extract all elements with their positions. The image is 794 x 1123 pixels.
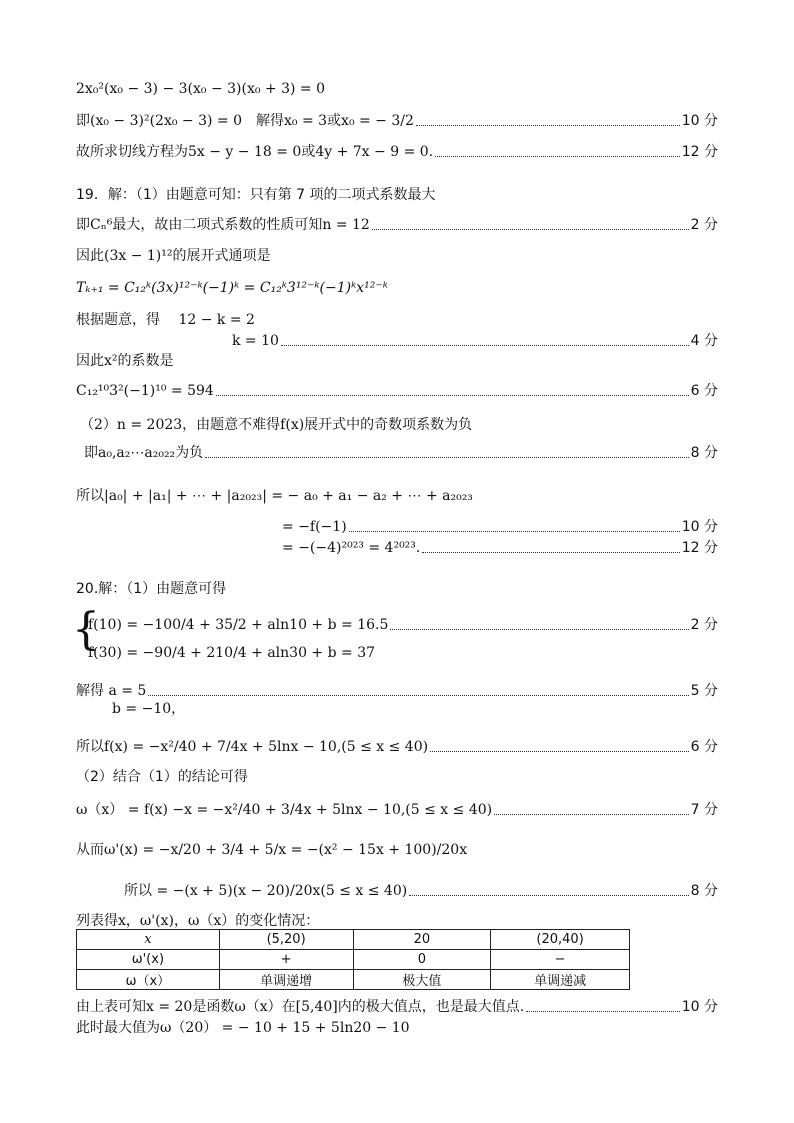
solution-line-7 bbox=[76, 273, 718, 297]
line-text: 所以 = −(x + 5)(x − 20)/20x(5 ≤ x ≤ 40) bbox=[124, 883, 408, 899]
score-label: 8 分 bbox=[690, 883, 718, 899]
solution-line-1 bbox=[76, 74, 718, 98]
line-text: （2）n = 2023，由题意不难得f(x)展开式中的奇数项系数为负 bbox=[80, 417, 473, 433]
score-label: 12 分 bbox=[681, 144, 718, 160]
line-text: C₁₂¹⁰3²(−1)¹⁰ = 594 bbox=[76, 383, 214, 399]
line-text: 列表得x，ω'(x)，ω（x）的变化情况： bbox=[76, 913, 320, 929]
line-text: 从而ω'(x) = −x/20 + 3/4 + 5/x = −(x² − 15x + 100)/20x bbox=[76, 842, 468, 858]
score-label: 2 分 bbox=[690, 217, 718, 233]
line-text: 故所求切线方程为5x − y − 18 = 0或4y + 7x − 9 = 0. bbox=[76, 144, 434, 160]
left-brace: { bbox=[72, 604, 100, 655]
score-label: 12 分 bbox=[681, 540, 718, 556]
dotted-leader bbox=[216, 395, 689, 396]
table-cell: − bbox=[491, 950, 630, 970]
line-text: f(10) = −100/4 + 35/2 + aln10 + b = 16.5 bbox=[88, 617, 389, 633]
line-text: 2x₀²(x₀ − 3) − 3(x₀ − 3)(x₀ + 3) = 0 bbox=[76, 81, 326, 97]
solution-line-25 bbox=[76, 906, 718, 930]
solution-line-11 bbox=[76, 376, 718, 400]
line-text: 所以f(x) = −x²/40 + 7/4x + 5lnx − 10,(5 ≤ x ≤ 40) bbox=[76, 739, 429, 755]
line-text: = −(−4)²⁰²³ = 4²⁰²³. bbox=[282, 540, 421, 556]
line-text: 即Cₙ⁶最大，故由二项式系数的性质可知n = 12 bbox=[76, 217, 370, 233]
score-label: 5 分 bbox=[690, 683, 718, 699]
line-text: 由上表可知x = 20是函数ω（x）在[5,40]内的极大值点，也是最大值点. bbox=[76, 999, 525, 1015]
solution-line-21 bbox=[76, 762, 718, 786]
equation-system-line-1 bbox=[88, 610, 718, 634]
problem-20-heading bbox=[76, 574, 718, 598]
line-text: k = 10 bbox=[232, 333, 279, 349]
dotted-leader bbox=[372, 229, 689, 230]
variation-table bbox=[76, 929, 630, 990]
solution-line-16 bbox=[282, 533, 718, 557]
line-text: b = −10， bbox=[112, 701, 186, 717]
table-cell: 0 bbox=[353, 950, 491, 970]
solution-line-24 bbox=[124, 876, 718, 900]
line-text: = −f(−1) bbox=[282, 519, 347, 535]
score-label: 6 分 bbox=[690, 383, 718, 399]
line-text: 根据题意，得 12 − k = 2 bbox=[76, 312, 255, 328]
score-label: 7 分 bbox=[690, 802, 718, 818]
line-text: 即a₀,a₂⋯a₂₀₂₂为负 bbox=[84, 445, 204, 461]
score-label: 10 分 bbox=[681, 519, 718, 535]
table-cell: ω（x） bbox=[77, 970, 220, 990]
solution-line-13 bbox=[84, 438, 718, 462]
table-cell: + bbox=[219, 950, 353, 970]
line-text: 因此x²的系数是 bbox=[76, 353, 174, 369]
table-cell: 单调递减 bbox=[491, 970, 630, 990]
score-label: 4 分 bbox=[690, 333, 718, 349]
line-text: 即(x₀ − 3)²(2x₀ − 3) = 0 解得x₀ = 3或x₀ = − 3/2 bbox=[76, 113, 414, 129]
dotted-leader bbox=[494, 814, 689, 815]
solution-line-23 bbox=[76, 835, 718, 859]
dotted-leader bbox=[416, 125, 680, 126]
line-text: f(30) = −90/4 + 210/4 + aln30 + b = 37 bbox=[88, 645, 376, 661]
dotted-leader bbox=[422, 552, 679, 553]
line-text: Tₖ₊₁ = C₁₂ᵏ(3x)¹²⁻ᵏ(−1)ᵏ = C₁₂ᵏ3¹²⁻ᵏ(−1)ᵏx¹²⁻ᵏ bbox=[76, 280, 388, 296]
line-text: （2）结合（1）的结论可得 bbox=[76, 769, 248, 785]
dotted-leader bbox=[390, 629, 688, 630]
table-row bbox=[77, 970, 630, 990]
dotted-leader bbox=[526, 1011, 680, 1012]
dotted-leader bbox=[430, 751, 689, 752]
table-row bbox=[77, 930, 630, 950]
table-cell: 20 bbox=[353, 930, 491, 950]
solution-line-2 bbox=[76, 106, 718, 130]
table-cell: (20,40) bbox=[491, 930, 630, 950]
table-cell: 单调递增 bbox=[219, 970, 353, 990]
solution-line-12 bbox=[80, 410, 718, 434]
line-text: 解得 a = 5 bbox=[76, 683, 147, 699]
line-text: 因此(3x − 1)¹²的展开式通项是 bbox=[76, 248, 271, 264]
solution-line-5 bbox=[76, 210, 718, 234]
table-cell: (5,20) bbox=[219, 930, 353, 950]
line-text: ω（x） = f(x) −x = −x²/40 + 3/4x + 5lnx − 10,(5 ≤ x ≤ 40) bbox=[76, 802, 493, 818]
score-label: 10 分 bbox=[681, 113, 718, 129]
equation-system-line-2 bbox=[88, 638, 718, 662]
line-text: 所以|a₀| + |a₁| + ⋯ + |a₂₀₂₃| = − a₀ + a₁ − a₂ + ⋯ + a₂₀₂₃ bbox=[76, 488, 473, 504]
table-row bbox=[77, 950, 630, 970]
solution-line-20 bbox=[76, 732, 718, 756]
solution-line-22 bbox=[76, 795, 718, 819]
solution-line-6 bbox=[76, 241, 718, 265]
problem-19-heading bbox=[76, 180, 718, 204]
line-text: 此时最大值为ω（20） = − 10 + 15 + 5ln20 − 10 bbox=[76, 1020, 410, 1036]
solution-line-3 bbox=[76, 137, 718, 161]
solution-line-27 bbox=[76, 1013, 718, 1037]
solution-line-14 bbox=[76, 481, 718, 505]
dotted-leader bbox=[409, 895, 688, 896]
dotted-leader bbox=[205, 457, 688, 458]
score-label: 10 分 bbox=[681, 999, 718, 1015]
solve-result-line-2 bbox=[112, 694, 718, 718]
dotted-leader bbox=[349, 531, 680, 532]
dotted-leader bbox=[435, 156, 680, 157]
table-cell: 极大值 bbox=[353, 970, 491, 990]
line-text: 19．解：（1）由题意可知：只有第 7 项的二项式系数最大 bbox=[76, 187, 436, 203]
table-cell: x bbox=[77, 930, 220, 950]
score-label: 6 分 bbox=[690, 739, 718, 755]
line-text: 20.解：（1）由题意可得 bbox=[76, 581, 227, 597]
table-cell: ω'(x) bbox=[77, 950, 220, 970]
score-label: 2 分 bbox=[690, 617, 718, 633]
solution-line-10 bbox=[76, 346, 718, 370]
score-label: 8 分 bbox=[690, 445, 718, 461]
